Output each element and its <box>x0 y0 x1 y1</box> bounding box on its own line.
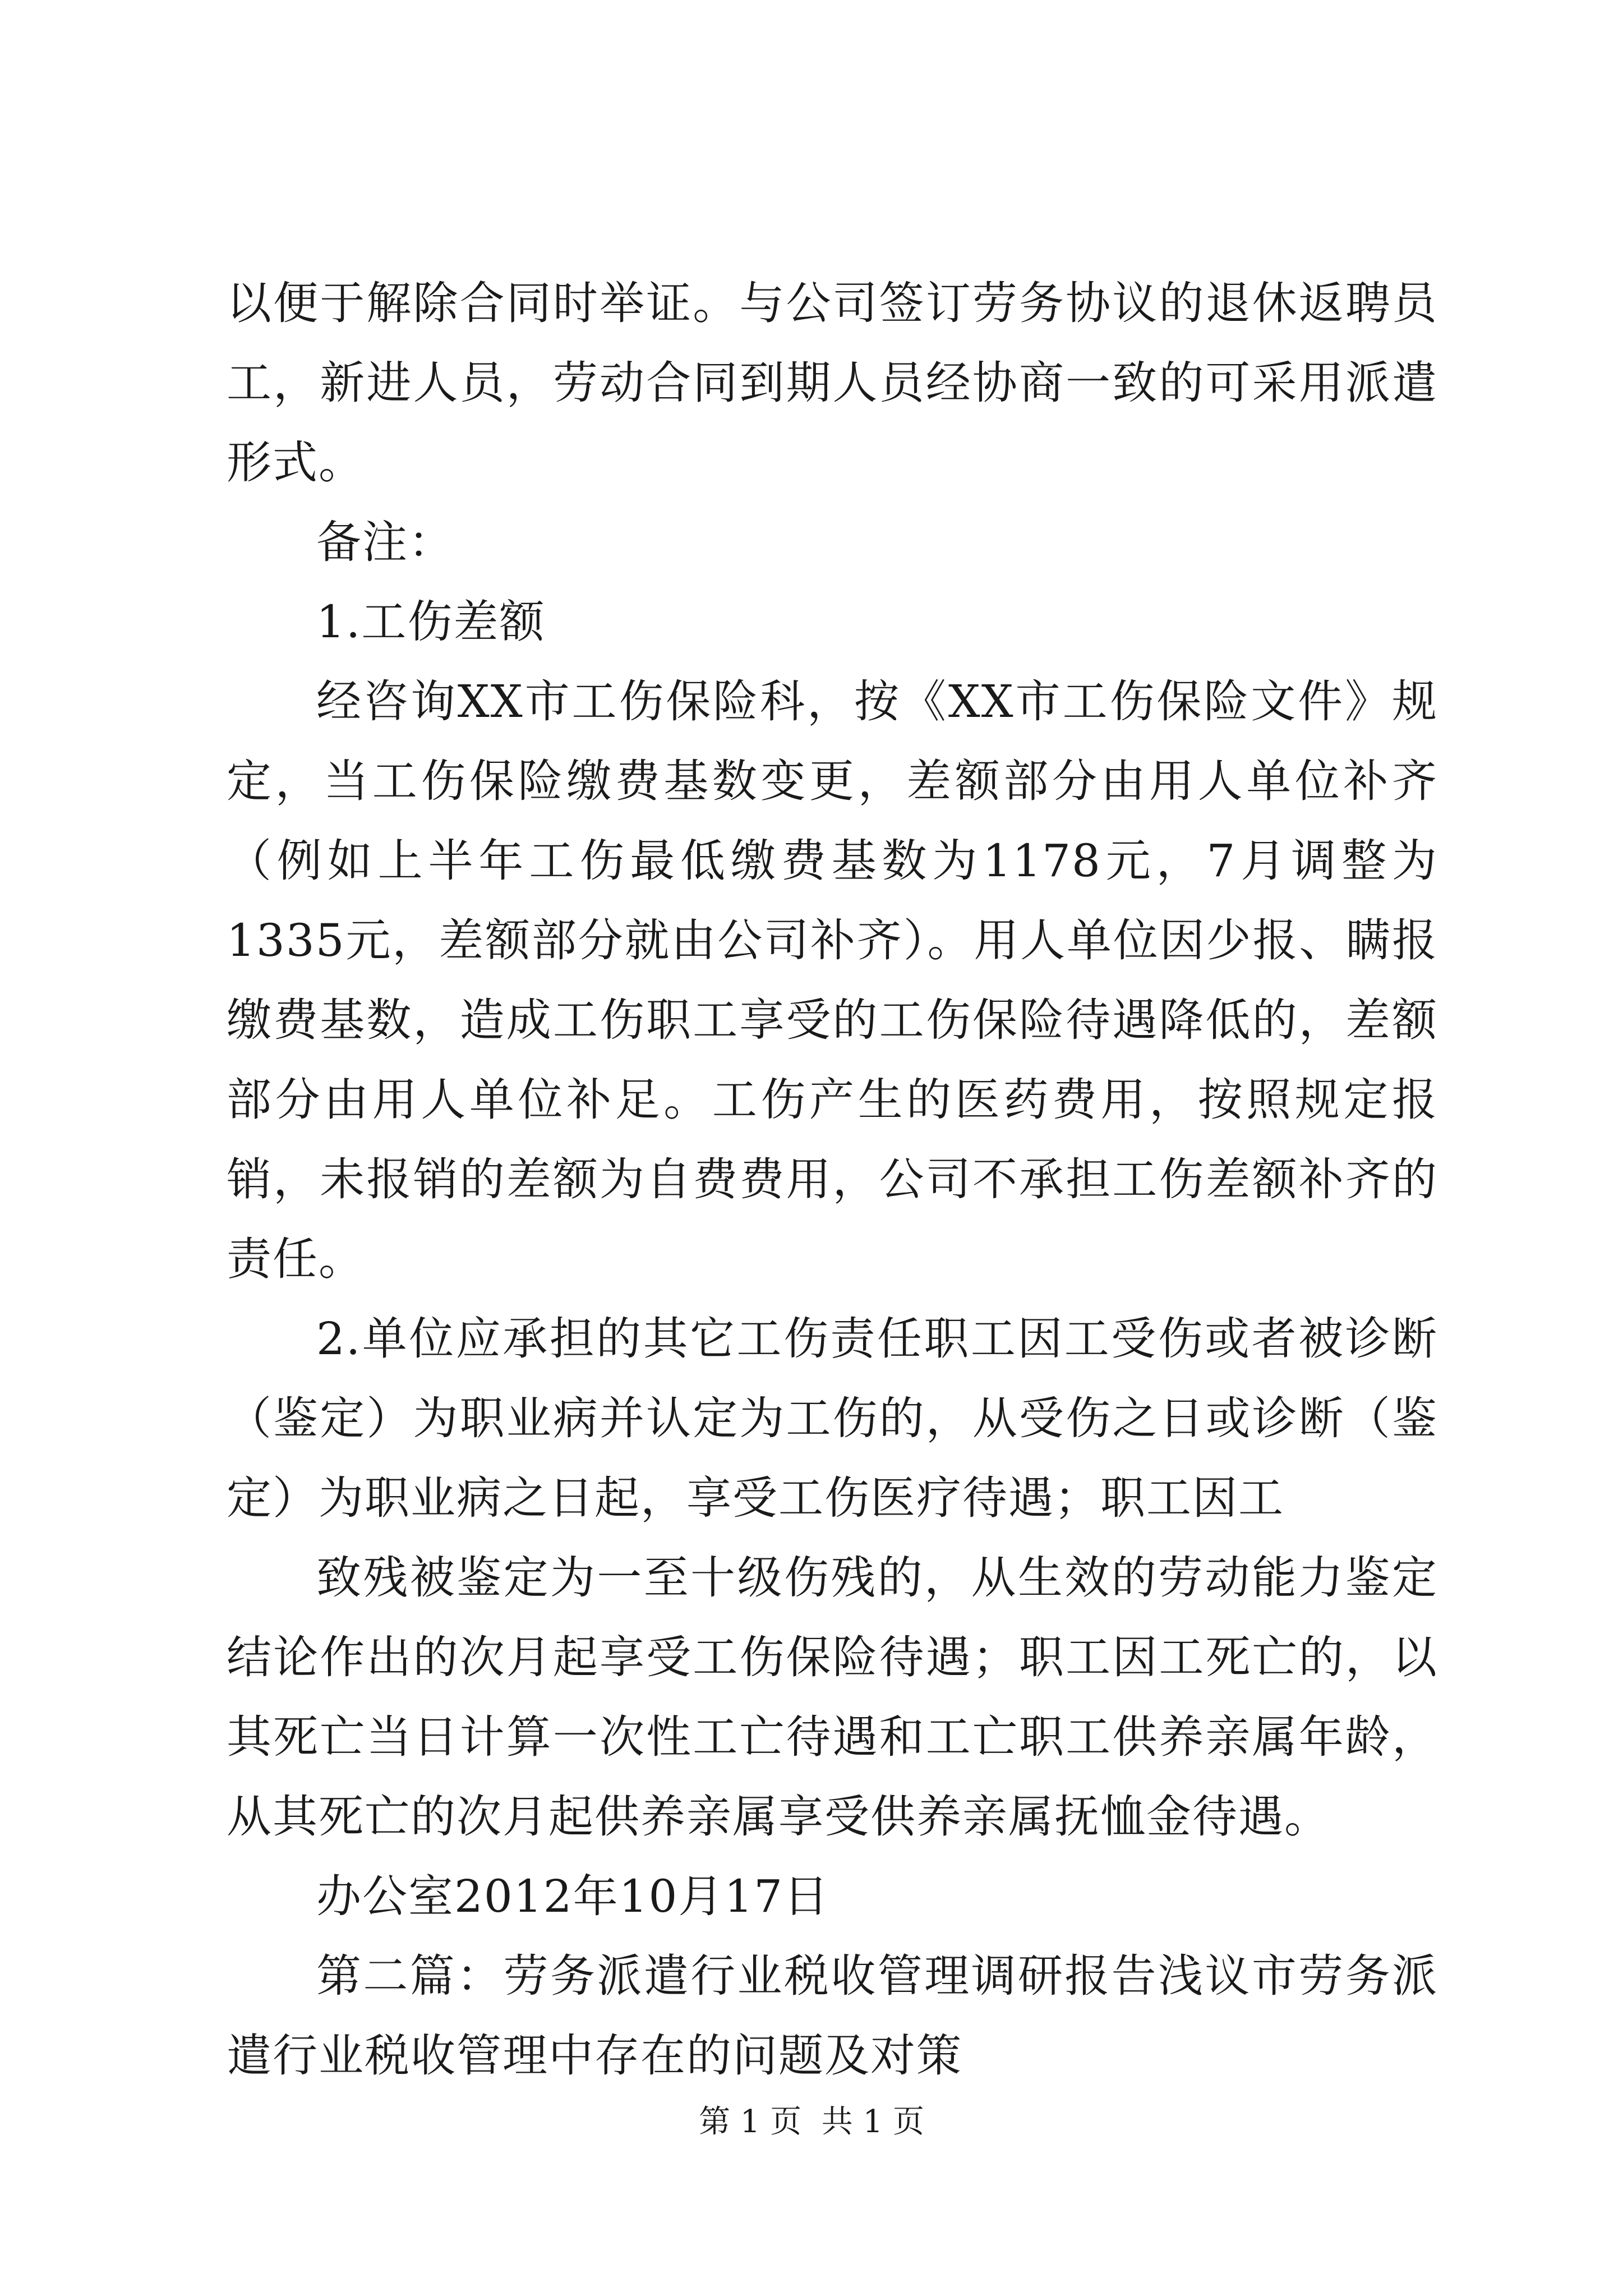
paragraph-2: 备注： <box>316 516 454 568</box>
paragraph-5: 2.单位应承担的其它工伤责任职工因工受伤或者被诊断（鉴定）为职业病并认定为工伤的，从受伤之日或诊断（鉴定）为职业病之日起，享受工伤医疗待遇；职工因工 <box>227 1313 1438 1524</box>
paragraph-3: 1.工伤差额 <box>316 596 546 648</box>
paragraph-8: 第二篇：劳务派遣行业税收管理调研报告浅议市劳务派遣行业税收管理中存在的问题及对策 <box>227 1950 1438 2082</box>
paragraph-6: 致残被鉴定为一至十级伤残的，从生效的劳动能力鉴定结论作出的次月起享受工伤保险待遇；职工因工死亡的，以其死亡当日计算一次性工亡待遇和工亡职工供养亲属年龄，从其死亡的次月起供养亲属享受供养亲属抚恤金待遇。 <box>227 1552 1438 1843</box>
paragraph-4: 经咨询XX市工伤保险科，按《XX市工伤保险文件》规定，当工伤保险缴费基数变更，差额部分由用人单位补齐（例如上半年工伤最低缴费基数为1178元，7月调整为1335元，差额部分就由公司补齐）。用人单位因少报、瞒报缴费基数，造成工伤职工享受的工伤保险待遇降低的，差额部分由用人单位补足。工伤产生的医药费用，按照规定报销，未报销的差额为自费费用，公司不承担工伤差额补齐的责任。 <box>227 675 1438 1285</box>
document-body <box>227 264 1438 2096</box>
paragraph-1: 以便于解除合同时举证。与公司签订劳务协议的退休返聘员工，新进人员，劳动合同到期人员经协商一致的可采用派遣形式。 <box>227 277 1438 489</box>
page-footer: 第 1 页 共 1 页 <box>698 2104 925 2140</box>
paragraph-7: 办公室2012年10月17日 <box>316 1870 830 1922</box>
